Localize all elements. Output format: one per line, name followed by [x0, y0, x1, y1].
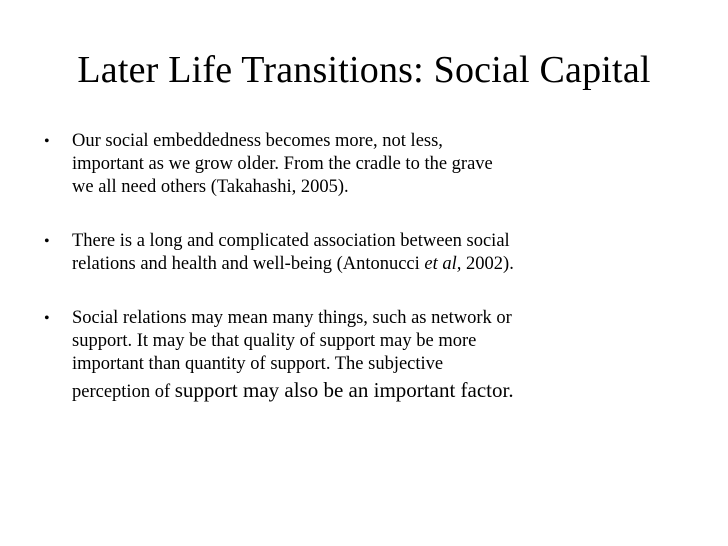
- bullet-text-part: There is a long and complicated association between social relations and health and well-being (Antonucci: [72, 231, 510, 274]
- citation-italic: et al,: [424, 254, 462, 274]
- bullet-item-3: [44, 307, 514, 405]
- bullet-text-large: support may also be an important factor.: [174, 378, 514, 402]
- slide-title: Later Life Transitions: Social Capital: [77, 49, 651, 91]
- bullet-text: Our social embeddedness becomes more, not less, important as we grow older. From the cradle to the grave we all need others (Takahashi, 2005).: [72, 131, 493, 197]
- bullet-item-2: [44, 230, 514, 276]
- bullet-text-part: Social relations may mean many things, such as network or support. It may be that quality of support may be more important than quantity of support. The subjective perception of: [72, 308, 512, 402]
- bullet-icon: •: [44, 233, 50, 250]
- bullet-icon: •: [44, 133, 50, 150]
- bullet-text-part: 2002).: [461, 254, 514, 274]
- bullet-list: [44, 130, 514, 405]
- bullet-icon: •: [44, 310, 50, 327]
- bullet-text: [72, 307, 514, 405]
- bullet-item-1: [44, 130, 514, 199]
- bullet-text: [72, 230, 514, 276]
